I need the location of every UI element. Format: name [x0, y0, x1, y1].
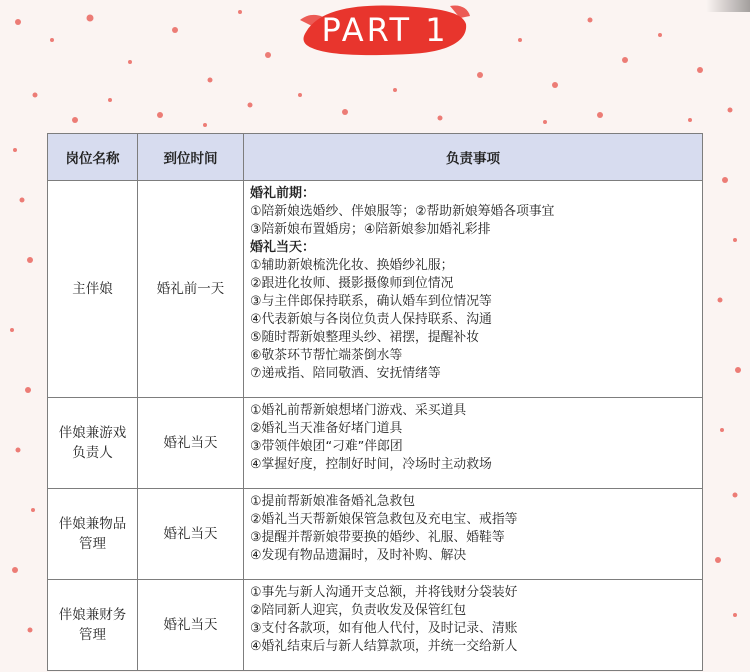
duty-item: ③支付各款项，如有他人代付，及时记录、清账 — [250, 621, 518, 636]
table-row — [48, 181, 703, 398]
role-line: 伴娘兼物品 — [58, 516, 127, 532]
duties-cell — [244, 580, 703, 671]
role-line: 负责人 — [72, 445, 113, 461]
part-header — [300, 2, 470, 58]
role-cell — [48, 489, 138, 580]
duty-item: ①辅助新娘梳洗化妆、换婚纱礼服； — [250, 258, 454, 273]
duty-item: ②跟进化妆师、摄影摄像师到位情况 — [250, 276, 454, 291]
column-header-role: 岗位名称 — [48, 134, 138, 181]
section-title: 婚礼前期： — [250, 186, 316, 201]
duties-cell — [244, 398, 703, 489]
duty-item: ②婚礼当天帮新娘保管急救包及充电宝、戒指等 — [250, 512, 518, 527]
duty-item: ④代表新娘与各岗位负责人保持联系、沟通 — [250, 312, 492, 327]
section-title: 婚礼当天： — [250, 240, 316, 255]
duties-cell — [244, 489, 703, 580]
role-line: 伴娘兼财务 — [58, 607, 127, 623]
role-cell — [48, 580, 138, 671]
duty-item: ①事先与新人沟通开支总额，并将钱财分袋装好 — [250, 585, 518, 600]
duty-item: ②陪同新人迎宾，负责收发及保管红包 — [250, 603, 467, 618]
duty-item: ⑤随时帮新娘整理头纱、裙摆，提醒补妆 — [250, 330, 480, 345]
duty-item: ①提前帮新娘准备婚礼急救包 — [250, 494, 416, 509]
duty-item: ⑦递戒指、陪同敬酒、安抚情绪等 — [250, 366, 441, 381]
duty-item: ④婚礼结束后与新人结算款项，并统一交给新人 — [250, 639, 518, 654]
duty-item: ④发现有物品遗漏时，及时补购、解决 — [250, 548, 467, 563]
column-header-duties: 负责事项 — [244, 134, 703, 181]
arrival-time-cell: 婚礼当天 — [138, 580, 244, 671]
duty-item: ③与主伴郎保持联系，确认婚车到位情况等 — [250, 294, 492, 309]
corner-shade — [706, 0, 750, 12]
column-header-arrival-time: 到位时间 — [138, 134, 244, 181]
duty-item: ③陪新娘布置婚房；④陪新娘参加婚礼彩排 — [250, 222, 491, 237]
arrival-time-cell: 婚礼前一天 — [138, 181, 244, 398]
duty-item: ⑥敬茶环节帮忙端茶倒水等 — [250, 348, 403, 363]
table-row — [48, 398, 703, 489]
table-row — [48, 489, 703, 580]
role-line: 管理 — [79, 536, 106, 552]
table-header-row — [48, 134, 703, 181]
role-cell: 主伴娘 — [48, 181, 138, 398]
role-cell — [48, 398, 138, 489]
duty-item: ④掌握好度，控制好时间，冷场时主动救场 — [250, 457, 492, 472]
duties-cell — [244, 181, 703, 398]
bridesmaid-duty-table — [47, 133, 703, 671]
part-title: PART 1 — [321, 11, 449, 49]
arrival-time-cell: 婚礼当天 — [138, 398, 244, 489]
duty-item: ①婚礼前帮新娘想堵门游戏、采买道具 — [250, 403, 467, 418]
duty-item: ③带领伴娘团“刁难”伴郎团 — [250, 439, 403, 454]
duty-item: ③提醒并帮新娘带要换的婚纱、礼服、婚鞋等 — [250, 530, 505, 545]
table-row — [48, 580, 703, 671]
role-line: 伴娘兼游戏 — [58, 425, 127, 441]
role-line: 管理 — [79, 627, 106, 643]
duty-item: ①陪新娘选婚纱、伴娘服等；②帮助新娘筹婚各项事宜 — [250, 204, 555, 219]
duty-item: ②婚礼当天准备好堵门道具 — [250, 421, 403, 436]
arrival-time-cell: 婚礼当天 — [138, 489, 244, 580]
